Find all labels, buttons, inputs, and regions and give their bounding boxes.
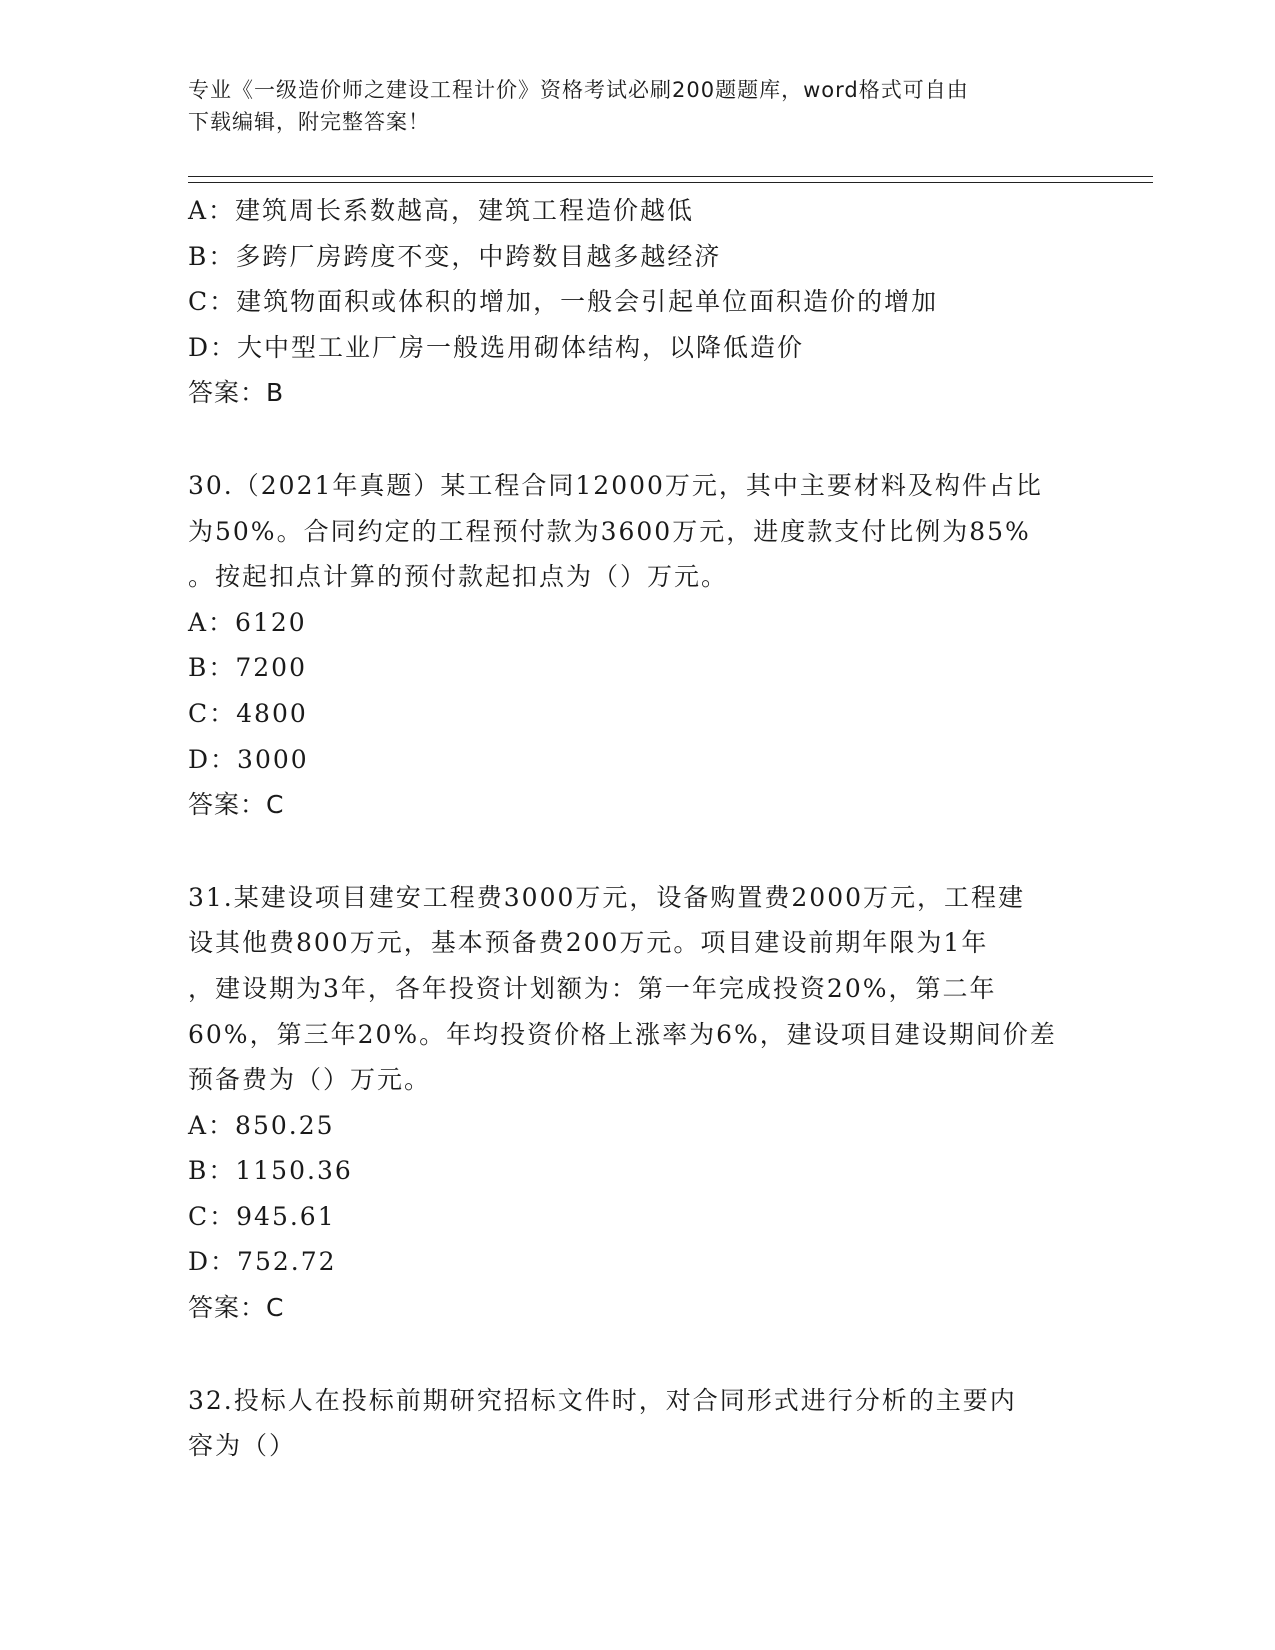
spacer bbox=[188, 1331, 1088, 1378]
question-text-line: ，建设期为3年，各年投资计划额为：第一年完成投资20%，第二年 bbox=[188, 973, 997, 1003]
question-text-line: 预备费为（）万元。 bbox=[188, 1065, 432, 1095]
question-content bbox=[188, 188, 1088, 1469]
spacer bbox=[188, 828, 1088, 875]
question-text-line: 30.（2021年真题）某工程合同12000万元，其中主要材料及构件占比 bbox=[188, 470, 1043, 500]
option-c: C：4800 bbox=[188, 698, 308, 728]
answer-label: 答案：C bbox=[188, 790, 285, 820]
question-text-line: 31.某建设项目建安工程费3000万元，设备购置费2000万元，工程建 bbox=[188, 882, 1026, 912]
question-31 bbox=[188, 875, 1088, 1331]
option-b: B：7200 bbox=[188, 653, 307, 683]
option-c: C：建筑物面积或体积的增加，一般会引起单位面积造价的增加 bbox=[188, 287, 939, 317]
spacer bbox=[188, 416, 1088, 463]
question-text-line: 。按起扣点计算的预付款起扣点为（）万元。 bbox=[188, 562, 729, 592]
option-c: C：945.61 bbox=[188, 1201, 336, 1231]
question-text-line: 32.投标人在投标前期研究招标文件时，对合同形式进行分析的主要内 bbox=[188, 1385, 1017, 1415]
question-30 bbox=[188, 463, 1088, 828]
header-line-1: 专业《一级造价师之建设工程计价》资格考试必刷200题题库，word格式可自由 bbox=[188, 78, 969, 102]
header-divider-top bbox=[188, 176, 1153, 177]
header-line-2: 下载编辑，附完整答案！ bbox=[188, 110, 430, 134]
option-b: B：多跨厂房跨度不变，中跨数目越多越经济 bbox=[188, 241, 722, 271]
answer-label: 答案：C bbox=[188, 1293, 285, 1323]
option-a: A：6120 bbox=[188, 607, 307, 637]
option-a: A：850.25 bbox=[188, 1110, 335, 1140]
option-b: B：1150.36 bbox=[188, 1156, 353, 1186]
option-d: D：752.72 bbox=[188, 1247, 337, 1277]
question-29 bbox=[188, 188, 1088, 416]
question-text-line: 设其他费800万元，基本预备费200万元。项目建设前期年限为1年 bbox=[188, 928, 989, 958]
option-a: A：建筑周长系数越高，建筑工程造价越低 bbox=[188, 196, 695, 225]
question-32 bbox=[188, 1378, 1088, 1469]
answer-label: 答案：B bbox=[188, 378, 285, 408]
document-header bbox=[188, 74, 1088, 138]
question-text-line: 60%，第三年20%。年均投资价格上涨率为6%，建设项目建设期间价差 bbox=[188, 1019, 1057, 1049]
header-divider-bottom bbox=[188, 182, 1153, 183]
option-d: D：3000 bbox=[188, 744, 309, 774]
question-text-line: 为50%。合同约定的工程预付款为3600万元，进度款支付比例为85% bbox=[188, 516, 1031, 546]
question-text-line: 容为（） bbox=[188, 1431, 297, 1461]
option-d: D：大中型工业厂房一般选用砌体结构，以降低造价 bbox=[188, 332, 805, 362]
